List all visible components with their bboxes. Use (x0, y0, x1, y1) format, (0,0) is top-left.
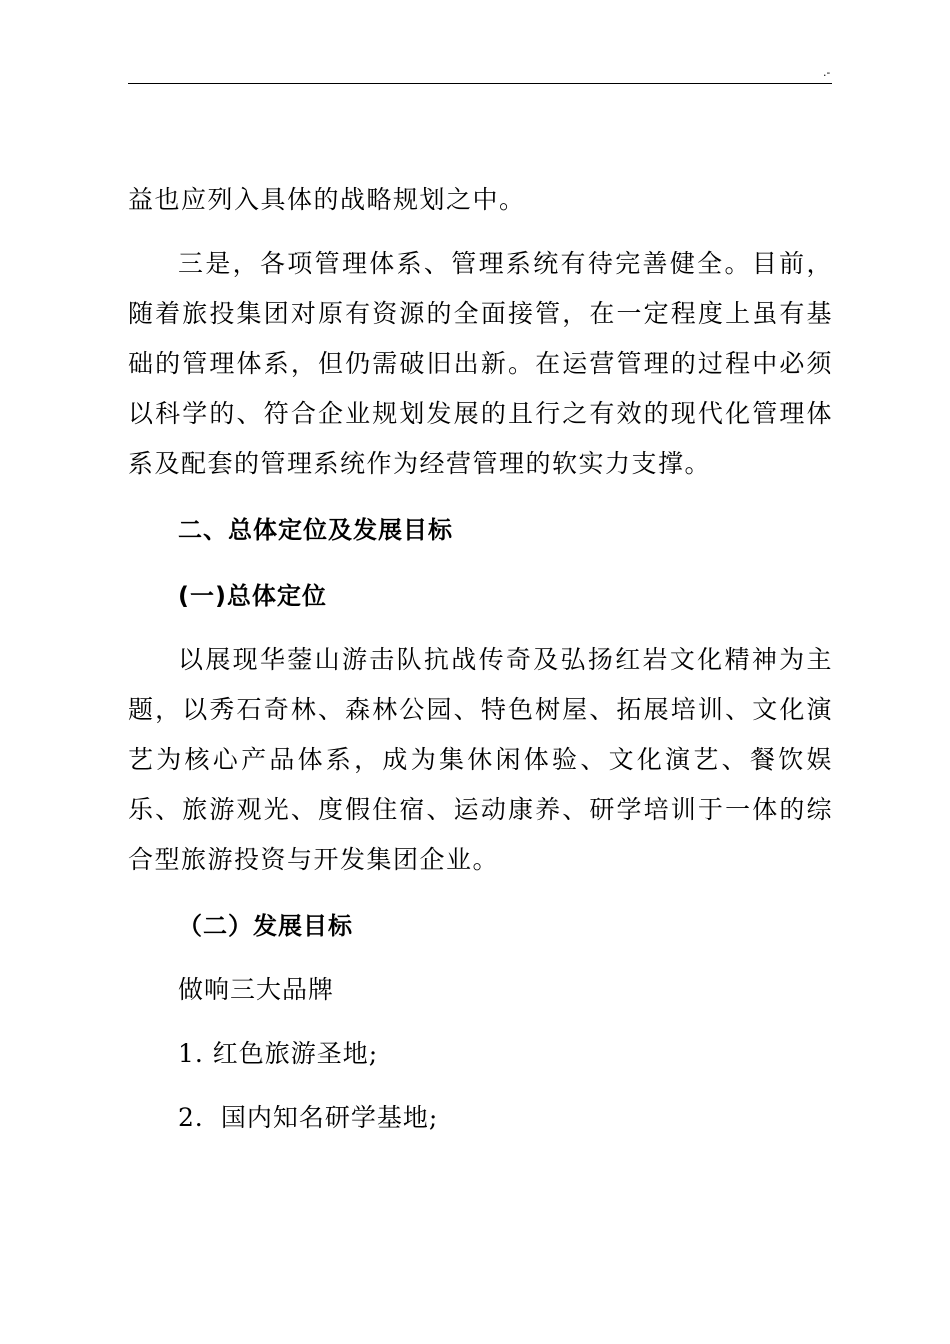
paragraph-continuation: 益也应列入具体的战略规划之中。 (128, 185, 526, 214)
header-mark: .- (823, 66, 831, 79)
list-item-1: 1. 红色旅游圣地; (178, 1039, 379, 1068)
paragraph-management-systems: 三是，各项管理体系、管理系统有待完善健全。目前，随着旅投集团对原有资源的全面接管，在一定程度上虽有基础的管理体系，但仍需破旧出新。在运营管理的过程中必须以科学的、符合企业规划发展的且行之有效的现代化管理体系及配套的管理系统作为经营管理的软实力支撑。 (128, 249, 833, 478)
section-heading: 二、总体定位及发展目标 (178, 516, 453, 544)
subsection-heading-goals: （二）发展目标 (178, 912, 353, 940)
paragraph-brands: 做响三大品牌 (178, 975, 335, 1004)
subsection-heading-positioning: (一)总体定位 (178, 582, 327, 610)
header-rule (128, 83, 832, 84)
paragraph-positioning: 以展现华蓥山游击队抗战传奇及弘扬红岩文化精神为主题，以秀石奇林、森林公园、特色树屋、拓展培训、文化演艺为核心产品体系，成为集休闲体验、文化演艺、餐饮娱乐、旅游观光、度假住宿、运动康养、研学培训于一体的综合型旅游投资与开发集团企业。 (128, 645, 833, 874)
document-body (128, 175, 833, 1143)
list-item-2: 2．国内知名研学基地; (178, 1103, 439, 1132)
